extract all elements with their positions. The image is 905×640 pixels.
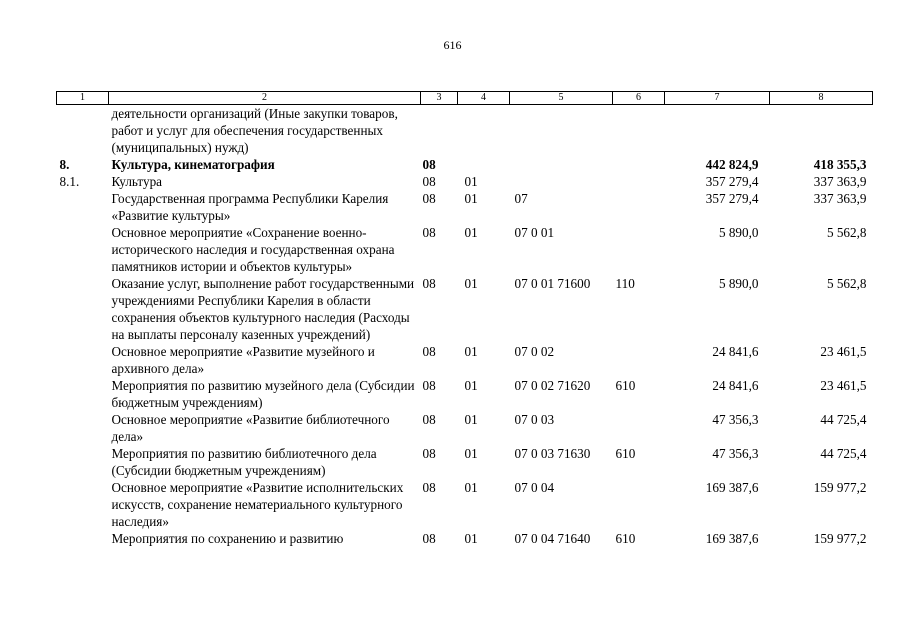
row-target-code — [510, 105, 613, 157]
row-section: 08 — [422, 344, 436, 359]
row-name: Основное мероприятие «Развитие музейного и архивного дела» — [111, 344, 375, 376]
row-expense-type: 610 — [615, 531, 636, 546]
row-number: 8.1. — [59, 174, 80, 189]
row-name: Культура, кинематография — [111, 157, 275, 172]
row-amount-year1: 442 824,9 — [705, 157, 759, 172]
row-number — [57, 190, 109, 224]
row-subsection: 01 — [464, 174, 478, 189]
row-name: Основное мероприятие «Развитие исполнительских искусств, сохранение нематериального культурного наследия» — [111, 480, 404, 529]
row-section: 08 — [422, 191, 436, 206]
row-amount-year1: 169 387,6 — [705, 531, 759, 546]
row-expense-type — [613, 343, 665, 377]
row-target-code: 07 0 04 — [514, 480, 555, 495]
row-amount-year1: 169 387,6 — [705, 480, 759, 495]
row-amount-year2: 44 725,4 — [820, 412, 867, 427]
table-row — [57, 173, 873, 190]
row-expense-type — [613, 479, 665, 530]
table-row — [57, 411, 873, 445]
row-subsection: 01 — [464, 531, 478, 546]
row-amount-year2: 337 363,9 — [813, 191, 867, 206]
row-amount-year2: 159 977,2 — [813, 531, 867, 546]
row-amount-year2: 418 355,3 — [813, 157, 867, 172]
row-subsection: 01 — [464, 446, 478, 461]
row-target-code: 07 0 01 71600 — [514, 276, 591, 291]
row-number — [57, 530, 109, 547]
row-target-code: 07 0 02 71620 — [514, 378, 591, 393]
header-cell: 1 — [57, 92, 109, 105]
row-expense-type: 110 — [615, 276, 635, 291]
budget-table — [56, 91, 873, 547]
table-row — [57, 530, 873, 547]
row-subsection: 01 — [464, 276, 478, 291]
row-number — [57, 445, 109, 479]
row-name: Мероприятия по развитию музейного дела (Субсидии бюджетным учреждениям) — [111, 378, 415, 410]
row-name: Основное мероприятие «Развитие библиотечного дела» — [111, 412, 390, 444]
row-section: 08 — [422, 225, 436, 240]
table-row — [57, 377, 873, 411]
row-amount-year1: 357 279,4 — [705, 191, 759, 206]
row-subsection: 01 — [464, 480, 478, 495]
row-section: 08 — [422, 378, 436, 393]
table-row — [57, 224, 873, 275]
row-name: Мероприятия по сохранению и развитию — [111, 531, 344, 546]
table-row — [57, 479, 873, 530]
row-subsection: 01 — [464, 412, 478, 427]
row-target-code: 07 0 01 — [514, 225, 555, 240]
header-cell: 4 — [458, 92, 510, 105]
table-row — [57, 343, 873, 377]
row-section: 08 — [422, 412, 436, 427]
row-target-code — [510, 173, 613, 190]
row-expense-type — [613, 105, 665, 157]
row-section: 08 — [422, 446, 436, 461]
row-amount-year2: 5 562,8 — [826, 276, 867, 291]
table-row — [57, 275, 873, 343]
row-amount-year1: 357 279,4 — [705, 174, 759, 189]
header-cell: 6 — [613, 92, 665, 105]
row-name: Основное мероприятие «Сохранение военно-исторического наследия и государственная охрана памятников истории и объектов культуры» — [111, 225, 395, 274]
row-target-code: 07 0 03 71630 — [514, 446, 591, 461]
row-number — [57, 224, 109, 275]
row-number — [57, 343, 109, 377]
row-expense-type — [613, 411, 665, 445]
row-amount-year2: 23 461,5 — [820, 344, 867, 359]
row-subsection — [458, 105, 510, 157]
row-expense-type — [613, 224, 665, 275]
row-amount-year1: 5 890,0 — [718, 276, 759, 291]
row-amount-year2: 5 562,8 — [826, 225, 867, 240]
row-amount-year2: 44 725,4 — [820, 446, 867, 461]
row-number — [57, 377, 109, 411]
table-row — [57, 190, 873, 224]
row-expense-type: 610 — [615, 378, 636, 393]
row-number — [57, 479, 109, 530]
row-subsection: 01 — [464, 191, 478, 206]
header-cell: 2 — [109, 92, 421, 105]
row-amount-year2: 159 977,2 — [813, 480, 867, 495]
row-target-code: 07 0 02 — [514, 344, 555, 359]
row-section: 08 — [422, 276, 436, 291]
row-target-code: 07 0 03 — [514, 412, 555, 427]
row-section — [421, 105, 458, 157]
row-subsection — [458, 156, 510, 173]
row-section: 08 — [422, 480, 436, 495]
row-target-code: 07 — [514, 191, 528, 206]
row-section: 08 — [422, 157, 436, 172]
page-number: 616 — [443, 38, 462, 52]
header-cell: 7 — [665, 92, 770, 105]
row-amount-year1: 5 890,0 — [718, 225, 759, 240]
row-amount-year1: 24 841,6 — [712, 378, 759, 393]
row-expense-type — [613, 156, 665, 173]
row-name: Государственная программа Республики Карелия «Развитие культуры» — [111, 191, 389, 223]
row-name: Оказание услуг, выполнение работ государственными учреждениями Республики Карелия в области сохранения объектов культурного наследия (Расходы на выплаты персоналу казенных учреждений) — [111, 276, 415, 342]
row-name: Мероприятия по развитию библиотечного дела (Субсидии бюджетным учреждениям) — [111, 446, 377, 478]
row-number: 8. — [59, 157, 70, 172]
row-amount-year2: 23 461,5 — [820, 378, 867, 393]
row-name: деятельности организаций (Иные закупки товаров, работ и услуг для обеспечения государственных (муниципальных) нужд) — [111, 106, 398, 155]
row-amount-year2: 337 363,9 — [813, 174, 867, 189]
table-row — [57, 445, 873, 479]
row-expense-type — [613, 173, 665, 190]
row-amount-year1: 47 356,3 — [712, 446, 759, 461]
row-expense-type — [613, 190, 665, 224]
row-subsection: 01 — [464, 225, 478, 240]
row-amount-year1: 47 356,3 — [712, 412, 759, 427]
row-amount-year2 — [770, 105, 873, 157]
header-cell: 5 — [510, 92, 613, 105]
row-subsection: 01 — [464, 378, 478, 393]
row-subsection: 01 — [464, 344, 478, 359]
row-amount-year1: 24 841,6 — [712, 344, 759, 359]
table-row — [57, 156, 873, 173]
table-header-row — [57, 92, 873, 105]
header-cell: 8 — [770, 92, 873, 105]
row-section: 08 — [422, 531, 436, 546]
row-number — [57, 275, 109, 343]
row-expense-type: 610 — [615, 446, 636, 461]
row-target-code — [510, 156, 613, 173]
row-amount-year1 — [665, 105, 770, 157]
table-row — [57, 105, 873, 157]
header-cell: 3 — [421, 92, 458, 105]
row-number — [57, 105, 109, 157]
row-section: 08 — [422, 174, 436, 189]
row-name: Культура — [111, 174, 163, 189]
row-target-code: 07 0 04 71640 — [514, 531, 591, 546]
row-number — [57, 411, 109, 445]
